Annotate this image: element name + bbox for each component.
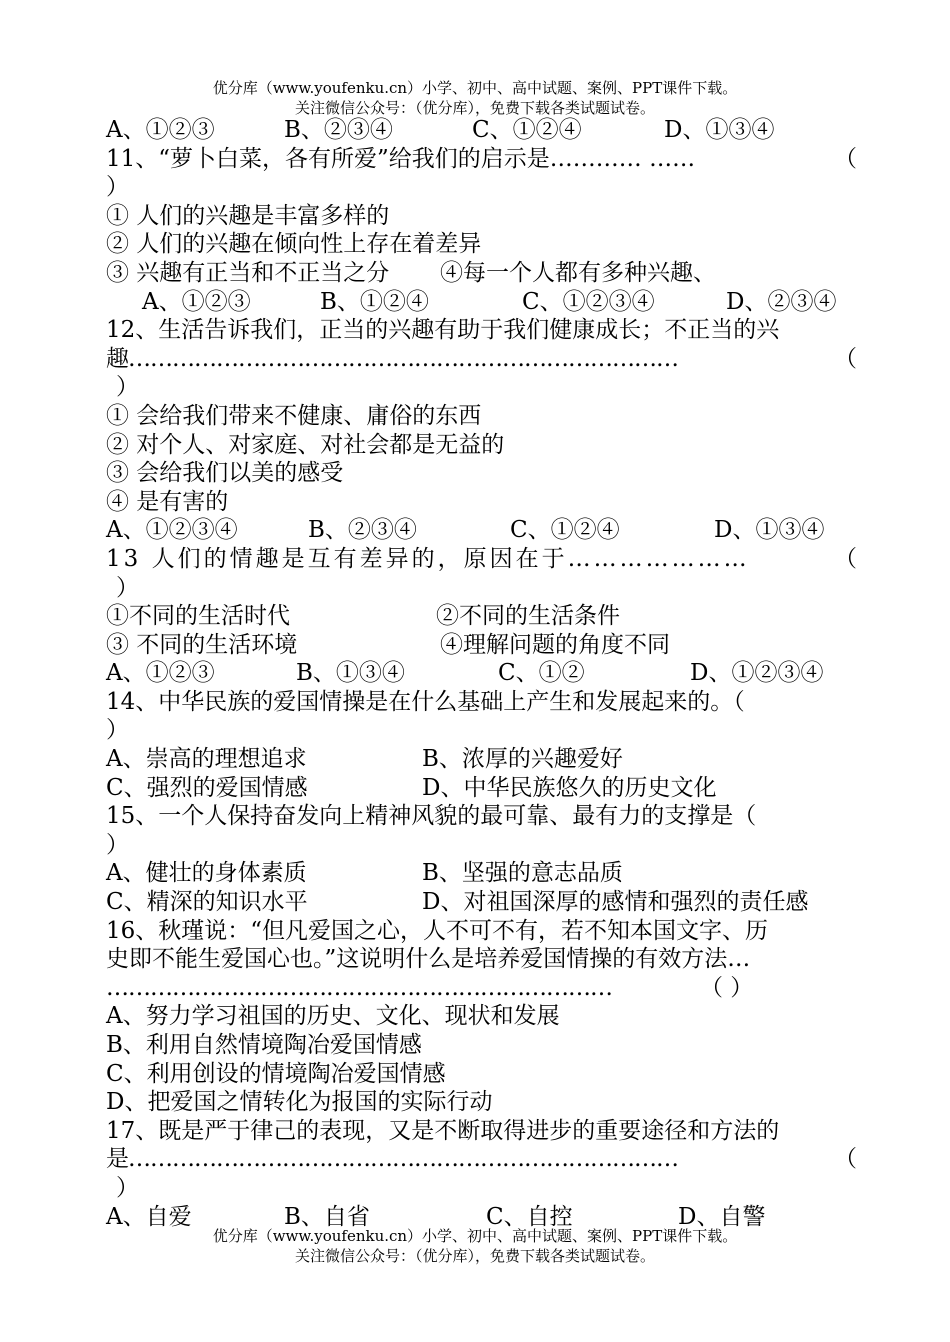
q15-option-c: C、精深的知识水平 bbox=[106, 889, 308, 916]
header-line-1: 优分库（www.youfenku.cn）小学、初中、高中试题、案例、PPT课件下载。 bbox=[212, 79, 738, 97]
q12-answer-paren-close: ） bbox=[116, 374, 139, 401]
q17-answer-paren-close: ） bbox=[116, 1174, 139, 1201]
q16-answer-paren: （ ） bbox=[700, 974, 754, 1001]
q13-statements-row-2 bbox=[106, 631, 846, 660]
q12-stem-text-2: 趣………………………………………………………………… bbox=[106, 345, 678, 372]
q16-option-c: C、利用创设的情境陶冶爱国情感 bbox=[106, 1060, 446, 1087]
q12-paren-line bbox=[106, 373, 846, 402]
q13-answer-paren-close: ） bbox=[116, 574, 139, 601]
q12-statement-1: ① 会给我们带来不健康、庸俗的东西 bbox=[106, 402, 482, 429]
q13-option-b: B、①③④ bbox=[296, 660, 405, 687]
q16-option bbox=[106, 1060, 846, 1089]
q14-answer-paren-close: ） bbox=[106, 717, 129, 744]
q12-statement bbox=[106, 431, 846, 460]
q10-option-c: C、①②④ bbox=[472, 117, 582, 143]
q17-answer-paren-open: （ bbox=[834, 1146, 857, 1173]
q16-option-b: B、利用自然情境陶冶爱国情感 bbox=[106, 1032, 422, 1058]
q15-paren-line bbox=[106, 831, 846, 860]
q16-stem-line-3 bbox=[106, 974, 846, 1003]
q12-statement-2: ② 对个人、对家庭、对社会都是无益的 bbox=[106, 431, 505, 458]
q13-statement-2: ②不同的生活条件 bbox=[436, 603, 620, 630]
q13-option-a: A、①②③ bbox=[106, 660, 215, 687]
q16-option bbox=[106, 1088, 846, 1117]
q13-stem bbox=[106, 545, 857, 574]
q14-option-b: B、浓厚的兴趣爱好 bbox=[422, 746, 623, 773]
q16-stem-line-2 bbox=[106, 945, 846, 974]
q16-option-a: A、努力学习祖国的历史、文化、现状和发展 bbox=[106, 1003, 560, 1030]
q11-statement-2: ② 人们的兴趣在倾向性上存在着差异 bbox=[106, 231, 482, 258]
q15-stem-text: 15、一个人保持奋发向上精神风貌的最可靠、最有力的支撑是（ bbox=[106, 803, 757, 830]
q10-option-a: A、①②③ bbox=[106, 117, 215, 143]
footer-line-1: 优分库（www.youfenku.cn）小学、初中、高中试题、案例、PPT课件下载。 bbox=[212, 1227, 738, 1245]
q13-statement-1: ①不同的生活时代 bbox=[106, 603, 290, 630]
q17-stem-text-2: 是………………………………………………………………… bbox=[106, 1146, 678, 1173]
q14-option-d: D、中华民族悠久的历史文化 bbox=[422, 774, 717, 801]
q15-option-a: A、健壮的身体素质 bbox=[106, 860, 307, 887]
q13-statement-4: ④理解问题的角度不同 bbox=[440, 631, 670, 658]
q15-answer-paren-close: ） bbox=[106, 831, 129, 858]
q11-option-a: A、①②③ bbox=[142, 288, 251, 315]
q14-option-a: A、崇高的理想追求 bbox=[106, 746, 307, 773]
q13-stem-text: 13 人们的情趣是互有差异的，原因在于………………… bbox=[106, 545, 750, 572]
q12-stem-line-2 bbox=[106, 345, 857, 374]
q12-option-b: B、②③④ bbox=[308, 517, 417, 544]
q17-paren-line bbox=[106, 1174, 846, 1203]
q12-statement bbox=[106, 459, 846, 488]
q16-option-d: D、把爱国之情转化为报国的实际行动 bbox=[106, 1089, 493, 1116]
q16-stem-text-2: 史即不能生爱国心也。”这说明什么是培养爱国情操的有效方法… bbox=[106, 946, 751, 973]
q12-stem-text-1: 12、生活告诉我们，正当的兴趣有助于我们健康成长；不正当的兴 bbox=[106, 317, 780, 344]
header-line-2: 关注微信公众号：（优分库），免费下载各类试题试卷。 bbox=[294, 99, 655, 117]
q11-statement-1: ① 人们的兴趣是丰富多样的 bbox=[106, 202, 390, 229]
q17-option-c: C、自控 bbox=[486, 1203, 573, 1230]
q14-stem bbox=[106, 688, 846, 717]
q11-statement bbox=[106, 202, 846, 231]
question-list bbox=[106, 116, 857, 1231]
q11-statement bbox=[106, 230, 846, 259]
q10-options bbox=[106, 116, 846, 145]
q11-statement bbox=[106, 259, 846, 288]
q12-options bbox=[106, 516, 846, 545]
q11-statement-3: ③ 兴趣有正当和不正当之分 bbox=[106, 259, 390, 286]
q17-option-a: A、自爱 bbox=[106, 1203, 192, 1230]
q13-statements-row-1 bbox=[106, 602, 846, 631]
q17-stem-text-1: 17、既是严于律己的表现，又是不断取得进步的重要途径和方法的 bbox=[106, 1117, 780, 1144]
q16-option bbox=[106, 1002, 846, 1031]
q12-option-a: A、①②③④ bbox=[106, 517, 238, 544]
q13-option-d: D、①②③④ bbox=[690, 660, 824, 687]
q13-answer-paren-open: （ bbox=[834, 545, 857, 572]
q11-paren-line bbox=[106, 173, 846, 202]
q14-options-row-1 bbox=[106, 745, 846, 774]
q12-option-d: D、①③④ bbox=[714, 517, 825, 544]
q11-stem bbox=[106, 145, 857, 174]
q13-paren-line bbox=[106, 574, 846, 603]
q14-options-row-2 bbox=[106, 774, 846, 803]
q11-answer-paren-open: （ bbox=[834, 145, 857, 172]
q14-stem-text: 14、中华民族的爱国情操是在什么基础上产生和发展起来的。（ bbox=[106, 688, 745, 715]
q11-option-c: C、①②③④ bbox=[522, 288, 655, 315]
q16-stem-text-3: …………………………………………………………… bbox=[106, 974, 612, 1001]
q16-stem-line-1 bbox=[106, 917, 846, 946]
q15-options-row-1 bbox=[106, 859, 846, 888]
q15-stem bbox=[106, 802, 846, 831]
q11-stem-text: 11、“萝卜白菜，各有所爱”给我们的启示是………… …… bbox=[106, 145, 696, 172]
q17-option-b: B、自省 bbox=[284, 1203, 370, 1230]
q12-answer-paren-open: （ bbox=[834, 345, 857, 372]
q12-option-c: C、①②④ bbox=[510, 517, 620, 544]
q11-options bbox=[106, 288, 846, 317]
footer-line-2: 关注微信公众号：（优分库），免费下载各类试题试卷。 bbox=[294, 1247, 655, 1265]
q10-option-d: D、①③④ bbox=[664, 117, 775, 143]
q17-stem-line-2 bbox=[106, 1145, 857, 1174]
q10-option-b: B、②③④ bbox=[284, 117, 393, 143]
q11-option-d: D、②③④ bbox=[726, 288, 837, 315]
q13-option-c: C、①② bbox=[498, 660, 585, 687]
q12-statement bbox=[106, 402, 846, 431]
q15-option-b: B、坚强的意志品质 bbox=[422, 860, 623, 887]
q12-stem-line-1 bbox=[106, 316, 846, 345]
q12-statement-3: ③ 会给我们以美的感受 bbox=[106, 460, 344, 487]
q13-statement-3: ③ 不同的生活环境 bbox=[106, 631, 298, 658]
q11-option-b: B、①②④ bbox=[320, 288, 429, 315]
q17-stem-line-1 bbox=[106, 1117, 846, 1146]
q11-statement-4: ④每一个人都有多种兴趣、 bbox=[440, 259, 716, 286]
q12-statement bbox=[106, 488, 846, 517]
q17-option-d: D、自警 bbox=[678, 1203, 766, 1230]
q13-options bbox=[106, 659, 846, 688]
q14-paren-line bbox=[106, 716, 846, 745]
q15-option-d: D、对祖国深厚的感情和强烈的责任感 bbox=[422, 889, 809, 916]
q14-option-c: C、强烈的爱国情感 bbox=[106, 774, 308, 801]
q16-stem-text-1: 16、秋瑾说：“但凡爱国之心，人不可不有，若不知本国文字、历 bbox=[106, 917, 769, 944]
q11-answer-paren-close: ） bbox=[106, 174, 129, 201]
q16-option bbox=[106, 1031, 846, 1060]
q15-options-row-2 bbox=[106, 888, 846, 917]
q12-statement-4: ④ 是有害的 bbox=[106, 488, 229, 515]
